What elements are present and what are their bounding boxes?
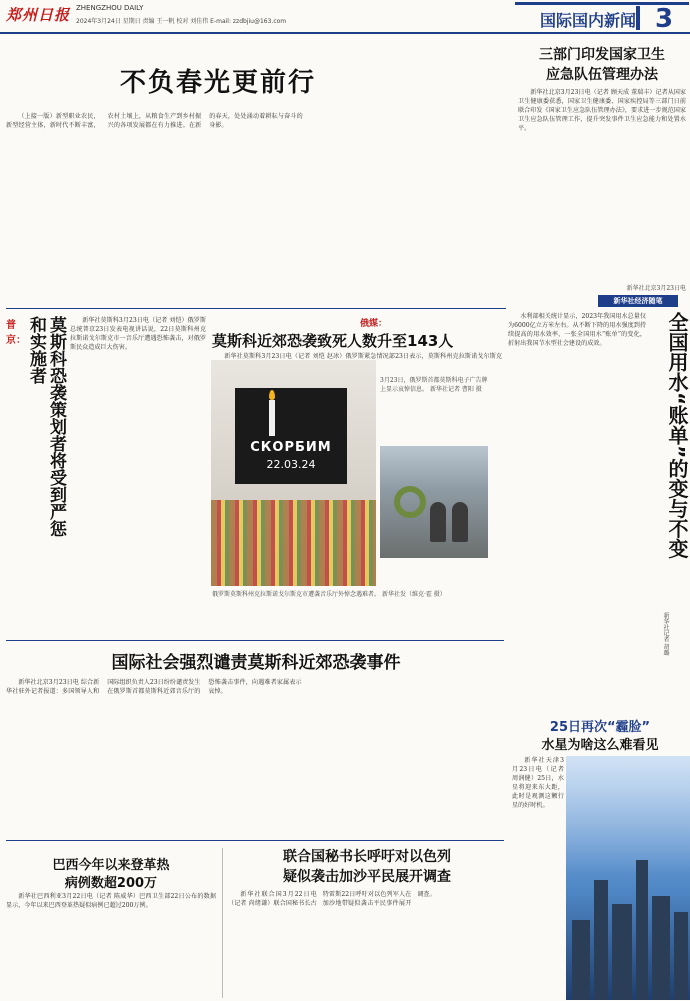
water-body [508, 312, 646, 662]
moscow-body-text: 新华社莫斯科3月23日电（记者 刘恺 赵冰）俄罗斯紧急情况部23日表示，莫斯科州克拉斯诺戈尔斯克 [224, 353, 502, 360]
vertical-kicker: 普京： [6, 320, 26, 346]
newspaper-english-name: ZHENGZHOU DAILY [76, 4, 144, 12]
moscow-caption [212, 590, 502, 610]
vertical-body [70, 316, 206, 632]
vigil-board-text: СКОРБИМ [250, 440, 332, 455]
candle-flame-icon [269, 390, 275, 400]
building [594, 880, 608, 1000]
intl-body [6, 678, 504, 838]
lead-body-text: （上接一版）新型职业农民，新型经营主体，新时代不断丰富，农村土壤上，从粮食生产到乡村振兴的各项发展都在有力推进。在新的春天，处处涌动着耕耘与奋斗的身影。 [6, 113, 303, 129]
water-headline: 全国用水“账单”的变与不变 [665, 312, 689, 559]
ministry-headline-1: 三部门印发国家卫生 [539, 47, 665, 63]
candle-icon [269, 400, 275, 436]
intl-body-text: 新华社北京3月23日电 综合新华社驻外记者报道：多国领导人和国际组织负责人23日纷纷谴责发生在俄罗斯首都莫斯科近郊音乐厅的恐怖袭击事件，向遇难者家属表示哀悼。 [6, 679, 302, 695]
moscow-inset-note [380, 376, 488, 440]
building [612, 904, 632, 1000]
ministry-byline: 新华社北京3月23日电 [626, 285, 686, 292]
intl-headline: 国际社会强烈谴责莫斯科近郊恐袭事件 [111, 653, 401, 673]
section-name: 国际国内新闻 [539, 11, 636, 30]
brazil-body-text: 新华社巴西利亚3月22日电（记者 陈威华）巴西卫生部22日公布的数据显示，今年以来巴西登革热疑似病例已超过200万例。 [6, 893, 216, 909]
column-divider [222, 848, 223, 998]
section-bar-icon [636, 6, 640, 30]
building [636, 860, 648, 1000]
un-body [228, 890, 506, 998]
date-line: 2024年3月24日 星期日 责编 王一帆 校对 刘佳伟 E-mail: zzdbjiu@163.com [76, 18, 287, 25]
moscow-kicker: 俄媒： [360, 319, 388, 329]
lead-headline: 不负春光更前行 [120, 68, 317, 98]
wreath-icon [394, 486, 426, 518]
ministry-headline-2: 应急队伍管理办法 [546, 67, 658, 83]
intl-divider [6, 640, 504, 641]
vigil-board-date: 22.03.24 [266, 458, 316, 471]
haze-body-text: 新华社天津3月23日电（记者 周润健）25日，水星将迎来东大距，此时是观测这颗行星的好时机。 [512, 757, 564, 809]
haze-headline-2: 水星为啥这么难看见 [541, 738, 659, 753]
haze-body [512, 756, 564, 996]
water-body-text: 水利部相关统计显示，2023年我国用水总量仅为6000亿立方米左右。从不断下降的用水强度到持续提高的用水效率，一张全国用水“账单”的变化，折射出我国节水型社会建设的成效。 [508, 313, 646, 347]
mourners-photo [380, 446, 488, 558]
brazil-headline-2: 病例数超200万 [64, 876, 158, 891]
person-figure [452, 502, 468, 542]
page-number: 3 [654, 4, 674, 34]
sky-haze [566, 756, 690, 876]
moscow-headline: 莫斯科近郊恐袭致死人数升至143人 [212, 332, 454, 350]
newspaper-logo: 郑州日报 [6, 6, 71, 24]
moscow-caption-text: 俄罗斯莫斯科州克拉斯诺戈尔斯克市遭袭音乐厅外悼念遇难者。 [212, 591, 381, 598]
un-body-text: 新华社联合国3月22日电（记者 尚绪谦）联合国秘书长古特雷斯22日呼吁对以色列军人在加沙地带疑似袭击平民事件展开调查。 [228, 891, 436, 907]
water-byline: 新华社记者 胡璐 [662, 612, 669, 656]
brazil-body [6, 892, 216, 998]
vertical-headline: 莫斯科恐袭策划者将受到严惩和实施者 [26, 316, 66, 537]
lead-body [6, 112, 506, 302]
building [652, 896, 670, 1000]
building [572, 920, 590, 1000]
bottom-divider [6, 840, 504, 841]
ministry-body [518, 88, 686, 288]
city-skyline-photo [566, 756, 690, 1000]
moscow-caption-credit: 新华社发（维克·霍 摄） [381, 591, 446, 598]
haze-headline-1: 25日再次“霾脸” [549, 720, 651, 735]
moscow-inset-note-text: 3月23日，俄罗斯首都莫斯科电子广告牌上显示哀悼信息。 [380, 377, 488, 393]
building [674, 912, 688, 1000]
flower-tributes [211, 500, 376, 586]
un-headline-2: 疑似袭击加沙平民展开调查 [283, 869, 451, 885]
moscow-inset-credit: 新华社记者 曹阳 摄 [429, 386, 482, 393]
un-headline-1: 联合国秘书长呼吁对以色列 [283, 849, 451, 865]
vigil-photo [211, 360, 376, 586]
topic-tag: 新华社经济随笔 [598, 295, 678, 307]
brazil-headline-1: 巴西今年以来登革热 [52, 858, 170, 873]
person-figure [430, 502, 446, 542]
ministry-body-text: 新华社北京3月23日电（记者 顾天成 董瑞丰）记者从国家卫生健康委获悉，国家卫生健康委、国家疾控局等三部门日前联合印发《国家卫生应急队伍管理办法》，要求进一步规范国家卫生应急队伍管理工作，提升突发事件卫生应急能力和处置水平。 [518, 89, 686, 132]
vertical-body-text: 新华社莫斯科3月23日电（记者 刘恺）俄罗斯总统普京23日发表电视讲话说，22日莫斯科州克拉斯诺戈尔斯克市一音乐厅遭遇恐怖袭击，对俄罗斯民众造成巨大伤害。 [70, 317, 206, 351]
lead-divider [6, 308, 506, 309]
